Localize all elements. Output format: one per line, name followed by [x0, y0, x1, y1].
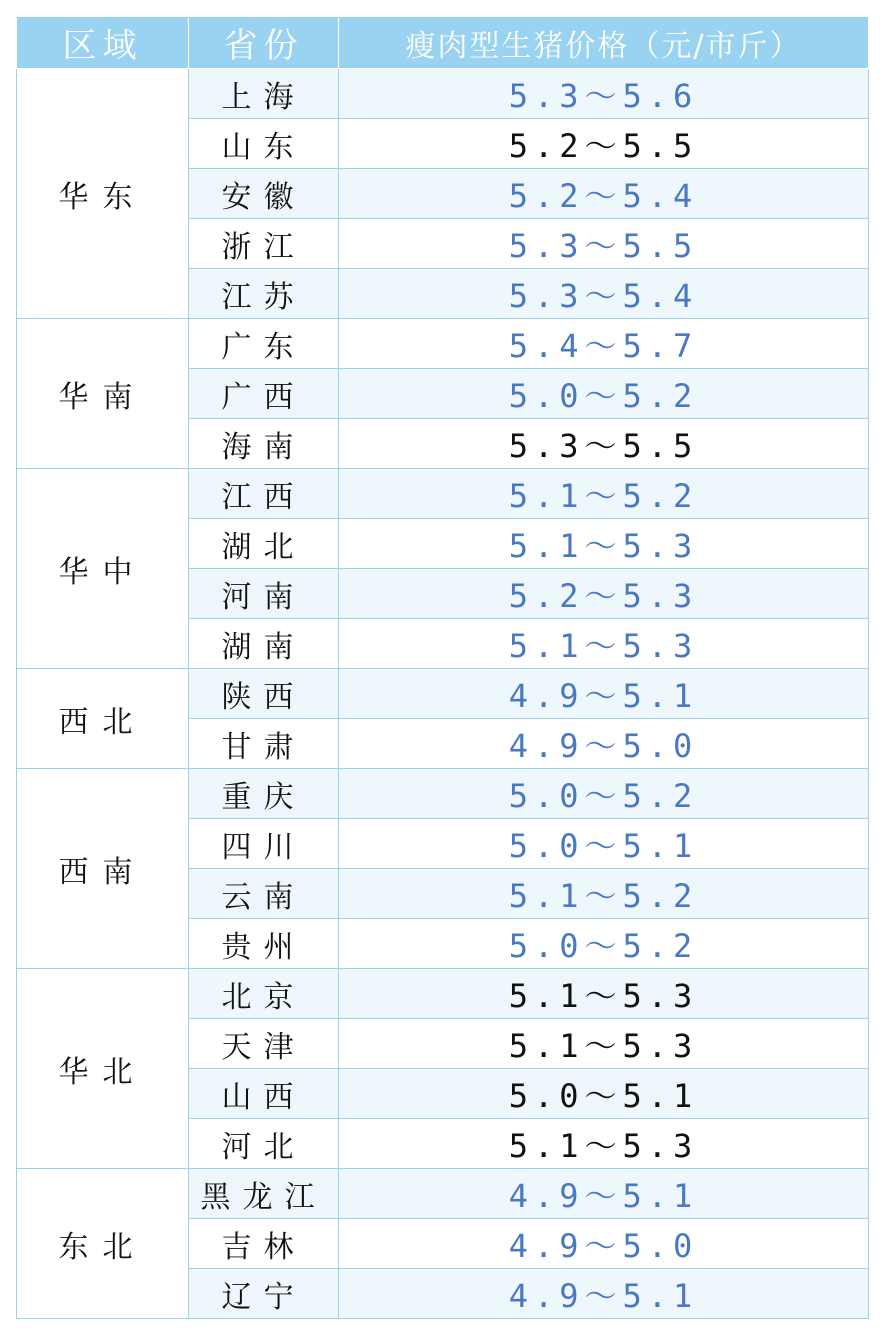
- province-cell: 天津: [189, 1019, 339, 1069]
- province-cell: 辽宁: [189, 1269, 339, 1319]
- province-cell: 贵州: [189, 919, 339, 969]
- province-cell: 云南: [189, 869, 339, 919]
- province-cell: 河北: [189, 1119, 339, 1169]
- province-cell: 安徽: [189, 169, 339, 219]
- table-row: [17, 969, 869, 1019]
- region-cell: 华东: [17, 69, 189, 319]
- province-cell: 上海: [189, 69, 339, 119]
- price-cell: 5.2～5.5: [339, 119, 869, 169]
- price-cell: 5.3～5.5: [339, 419, 869, 469]
- price-cell: 5.3～5.6: [339, 69, 869, 119]
- price-cell: 5.1～5.2: [339, 469, 869, 519]
- price-cell: 5.0～5.2: [339, 769, 869, 819]
- table-row: [17, 669, 869, 719]
- province-cell: 北京: [189, 969, 339, 1019]
- province-cell: 江西: [189, 469, 339, 519]
- province-cell: 重庆: [189, 769, 339, 819]
- price-cell: 5.0～5.2: [339, 369, 869, 419]
- price-cell: 4.9～5.0: [339, 719, 869, 769]
- price-cell: 5.0～5.2: [339, 919, 869, 969]
- price-cell: 5.3～5.5: [339, 219, 869, 269]
- region-cell: 华中: [17, 469, 189, 669]
- province-cell: 广西: [189, 369, 339, 419]
- province-cell: 广东: [189, 319, 339, 369]
- region-cell: 华南: [17, 319, 189, 469]
- region-cell: 西南: [17, 769, 189, 969]
- province-cell: 陕西: [189, 669, 339, 719]
- table-row: [17, 69, 869, 119]
- table-row: [17, 1169, 869, 1219]
- province-cell: 山西: [189, 1069, 339, 1119]
- price-cell: 5.1～5.3: [339, 1019, 869, 1069]
- province-cell: 甘肃: [189, 719, 339, 769]
- table-body: [17, 69, 869, 1319]
- header-region: 区域: [17, 17, 189, 69]
- province-cell: 山东: [189, 119, 339, 169]
- price-cell: 5.2～5.4: [339, 169, 869, 219]
- price-cell: 5.2～5.3: [339, 569, 869, 619]
- province-cell: 湖北: [189, 519, 339, 569]
- region-cell: 东北: [17, 1169, 189, 1319]
- header-row: [17, 17, 869, 69]
- province-cell: 黑龙江: [189, 1169, 339, 1219]
- header-price: 瘦肉型生猪价格（元/市斤）: [339, 17, 869, 69]
- price-cell: 5.1～5.3: [339, 519, 869, 569]
- price-cell: 5.3～5.4: [339, 269, 869, 319]
- province-cell: 江苏: [189, 269, 339, 319]
- price-cell: 5.1～5.2: [339, 869, 869, 919]
- price-cell: 5.0～5.1: [339, 819, 869, 869]
- province-cell: 四川: [189, 819, 339, 869]
- price-cell: 4.9～5.0: [339, 1219, 869, 1269]
- province-cell: 海南: [189, 419, 339, 469]
- price-cell: 4.9～5.1: [339, 669, 869, 719]
- price-cell: 5.1～5.3: [339, 969, 869, 1019]
- region-cell: 华北: [17, 969, 189, 1169]
- province-cell: 河南: [189, 569, 339, 619]
- province-cell: 浙江: [189, 219, 339, 269]
- price-cell: 5.1～5.3: [339, 619, 869, 669]
- price-cell: 4.9～5.1: [339, 1169, 869, 1219]
- table-row: [17, 769, 869, 819]
- province-cell: 湖南: [189, 619, 339, 669]
- province-cell: 吉林: [189, 1219, 339, 1269]
- table-row: [17, 319, 869, 369]
- header-province: 省份: [189, 17, 339, 69]
- price-cell: 5.1～5.3: [339, 1119, 869, 1169]
- price-cell: 5.4～5.7: [339, 319, 869, 369]
- table-row: [17, 469, 869, 519]
- region-cell: 西北: [17, 669, 189, 769]
- price-table: [16, 16, 869, 1319]
- price-cell: 5.0～5.1: [339, 1069, 869, 1119]
- price-cell: 4.9～5.1: [339, 1269, 869, 1319]
